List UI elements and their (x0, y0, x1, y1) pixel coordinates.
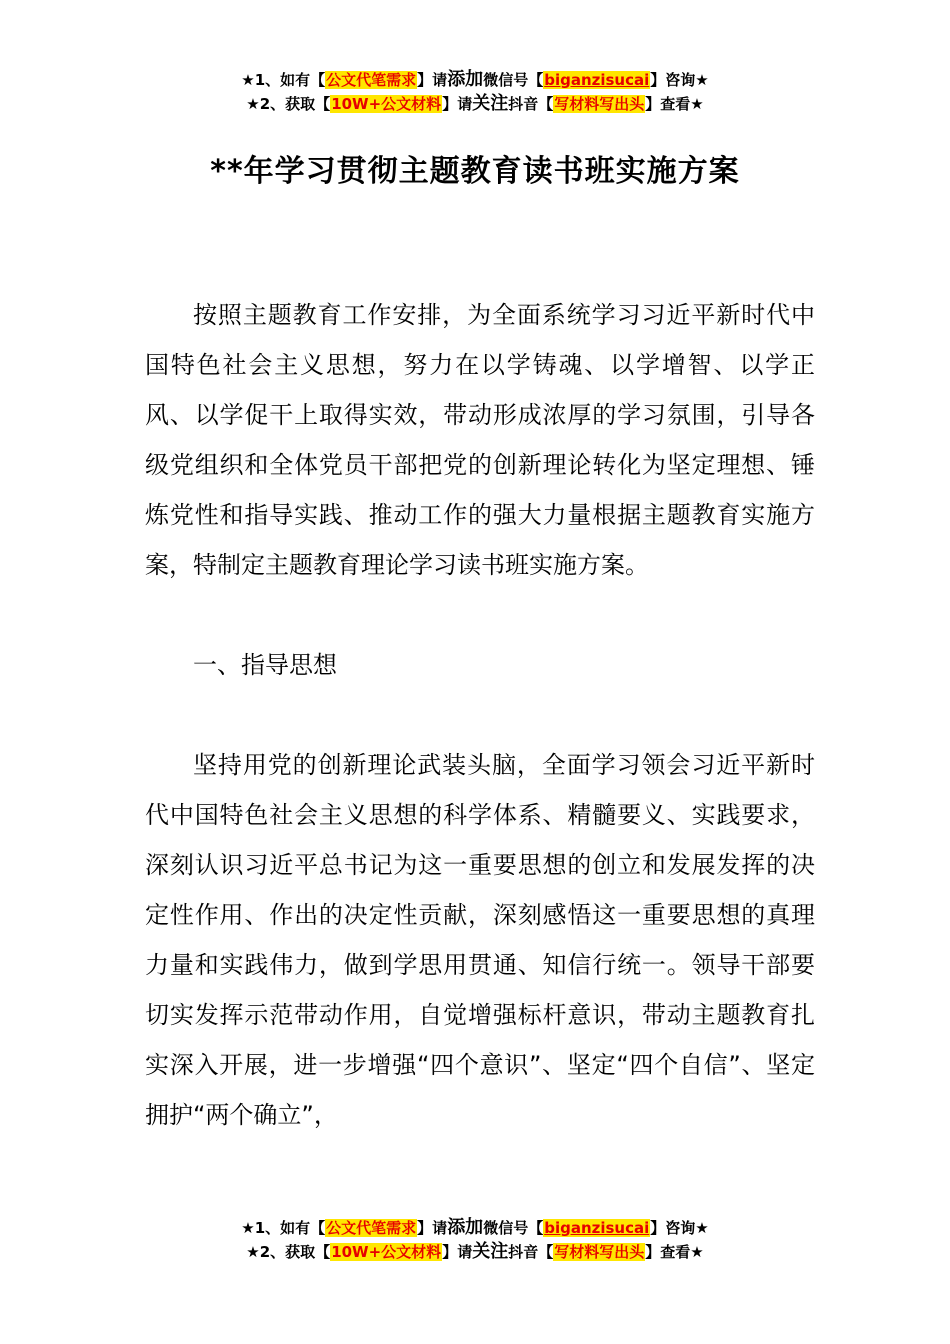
document-title: **年学习贯彻主题教育读书班实施方案 (210, 154, 740, 189)
banner-text: 】咨询★ (650, 1219, 709, 1237)
banner-highlight: 写材料写出头 (554, 1243, 645, 1261)
banner-text: 】请 (417, 1219, 448, 1237)
banner-emphasis: 添加 (447, 1217, 484, 1238)
banner-highlight: 公文代笔需求 (326, 1219, 417, 1237)
banner-highlight: 10W+公文材料 (331, 95, 442, 113)
banner-text: 】请 (417, 71, 448, 89)
banner-text: ★2、获取【 (246, 95, 331, 113)
paragraph-gap (145, 590, 815, 640)
banner-text: ★1、如有【 (241, 71, 326, 89)
intro-paragraph: 按照主题教育工作安排，为全面系统学习习近平新时代中国特色社会主义思想，努力在以学铸魂、以学增智、以学正风、以学促干上取得实效，带动形成浓厚的学习氛围，引导各级党组织和全体党员干部把党的创新理论转化为坚定理想、锤炼党性和指导实践、推动工作的强大力量根据主题教育实施方案，特制定主题教育理论学习读书班实施方案。 (145, 301, 815, 579)
banner-text: 抖音【 (508, 95, 554, 113)
banner-text: 】查看★ (645, 1243, 704, 1261)
banner-highlight: 10W+公文材料 (331, 1243, 442, 1261)
section-heading: 一、指导思想 (193, 651, 337, 679)
top-banner (0, 68, 950, 116)
banner-emphasis: 关注 (472, 1241, 509, 1262)
banner-line-1 (0, 68, 950, 92)
banner-text: 微信号【 (483, 71, 544, 89)
banner-line-2 (0, 92, 950, 116)
banner-text: 】请 (442, 1243, 473, 1261)
banner-wechat-id: biganzisucai (544, 71, 650, 89)
banner-line-1 (0, 1216, 950, 1240)
banner-text: 】咨询★ (650, 71, 709, 89)
bottom-banner (0, 1216, 950, 1264)
banner-text: ★1、如有【 (241, 1219, 326, 1237)
banner-line-2 (0, 1240, 950, 1264)
banner-text: 】请 (442, 95, 473, 113)
banner-text: ★2、获取【 (246, 1243, 331, 1261)
paragraph-gap (145, 690, 815, 740)
banner-text: 】查看★ (645, 95, 704, 113)
banner-highlight: 公文代笔需求 (326, 71, 417, 89)
document-body (145, 290, 815, 1140)
banner-wechat-id: biganzisucai (544, 1219, 650, 1237)
banner-text: 抖音【 (508, 1243, 554, 1261)
banner-emphasis: 关注 (472, 93, 509, 114)
banner-highlight: 写材料写出头 (554, 95, 645, 113)
banner-emphasis: 添加 (447, 69, 484, 90)
section-paragraph: 坚持用党的创新理论武装头脑，全面学习领会习近平新时代中国特色社会主义思想的科学体系、精髓要义、实践要求，深刻认识习近平总书记为这一重要思想的创立和发展发挥的决定性作用、作出的决定性贡献，深刻感悟这一重要思想的真理力量和实践伟力，做到学思用贯通、知信行统一。领导干部要切实发挥示范带动作用，自觉增强标杆意识，带动主题教育扎实深入开展，进一步增强“四个意识”、坚定“四个自信”、坚定拥护“两个确立”， (145, 751, 815, 1129)
banner-text: 微信号【 (483, 1219, 544, 1237)
